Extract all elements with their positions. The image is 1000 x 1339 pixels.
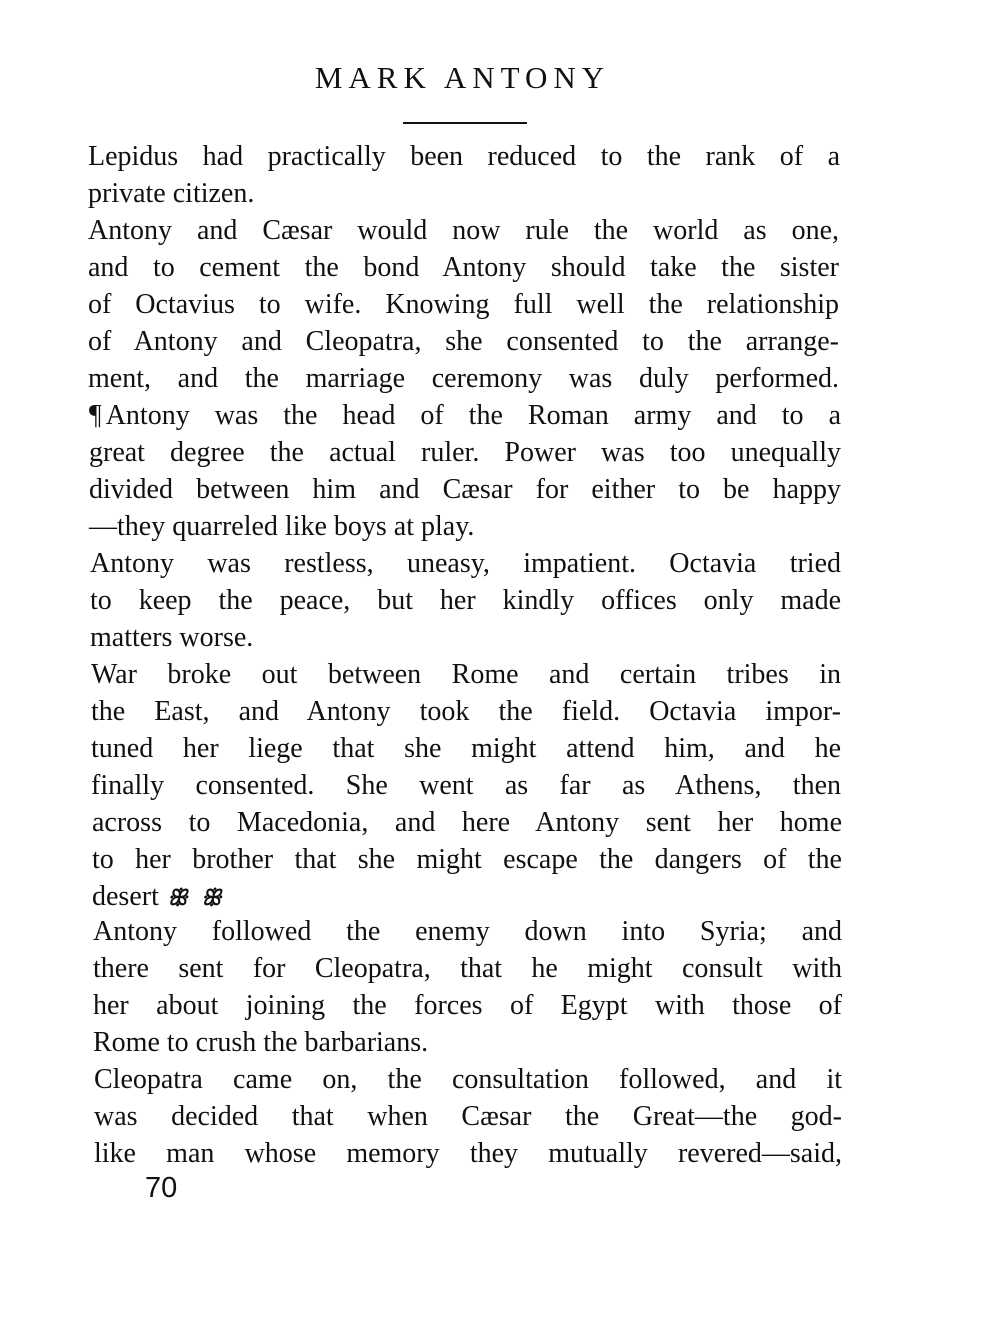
text-line-26: Cleopatra came on, the consultation followed, and it [94, 1064, 842, 1095]
text-line-11: —they quarreled like boys at play. [89, 511, 475, 542]
text-line-15: War broke out between Rome and certain tribes in [91, 659, 841, 690]
text-line-23: there sent for Cleopatra, that he might consult with [93, 953, 842, 984]
text-line-16: the East, and Antony took the field. Octavia impor- [91, 696, 841, 727]
text-line-27: was decided that when Cæsar the Great—the god- [94, 1101, 842, 1132]
text-line-10: divided between him and Cæsar for either to be happy [89, 474, 841, 505]
text-line-8 [89, 398, 841, 434]
pilcrow-mark: ¶ [89, 400, 102, 431]
text-line-22: Antony followed the enemy down into Syria; and [93, 916, 842, 947]
text-line-3: Antony and Cæsar would now rule the world as one, [88, 215, 839, 246]
text-line-19: across to Macedonia, and here Antony sent her home [92, 807, 842, 838]
text-line-25: Rome to crush the barbarians. [93, 1027, 429, 1058]
head-rule [403, 122, 527, 124]
text-line-4: and to cement the bond Antony should take the sister [88, 252, 839, 283]
text-line-2: private citizen. [88, 178, 255, 209]
text-line-6: of Antony and Cleopatra, she consented to the arrange- [88, 326, 839, 357]
text-line-12: Antony was restless, uneasy, impatient. Octavia tried [90, 548, 841, 579]
text-line-20: to her brother that she might escape the dangers of the [92, 844, 842, 875]
text-line-9: great degree the actual ruler. Power was too unequally [89, 437, 841, 468]
running-head: MARK ANTONY [314, 60, 611, 95]
text-line-21 [92, 879, 230, 916]
text-line-7: ment, and the marriage ceremony was duly performed. [88, 363, 839, 394]
text-line-8-body: Antony was the head of the Roman army and to a [105, 400, 841, 431]
ornament-glyphs: ꕥ ꕥ [166, 885, 230, 910]
text-line-24: her about joining the forces of Egypt with those of [93, 990, 842, 1021]
page-number: 70 [145, 1172, 178, 1204]
text-line-21-body: desert [92, 881, 159, 912]
text-line-28: like man whose memory they mutually revered—said, [94, 1138, 842, 1169]
text-line-18: finally consented. She went as far as Athens, then [91, 770, 841, 801]
text-line-13: to keep the peace, but her kindly offices only made [90, 585, 841, 616]
text-line-1: Lepidus had practically been reduced to the rank of a [88, 141, 840, 172]
text-line-17: tuned her liege that she might attend him, and he [91, 733, 841, 764]
text-line-5: of Octavius to wife. Knowing full well the relationship [88, 289, 839, 320]
text-line-14: matters worse. [90, 622, 254, 653]
